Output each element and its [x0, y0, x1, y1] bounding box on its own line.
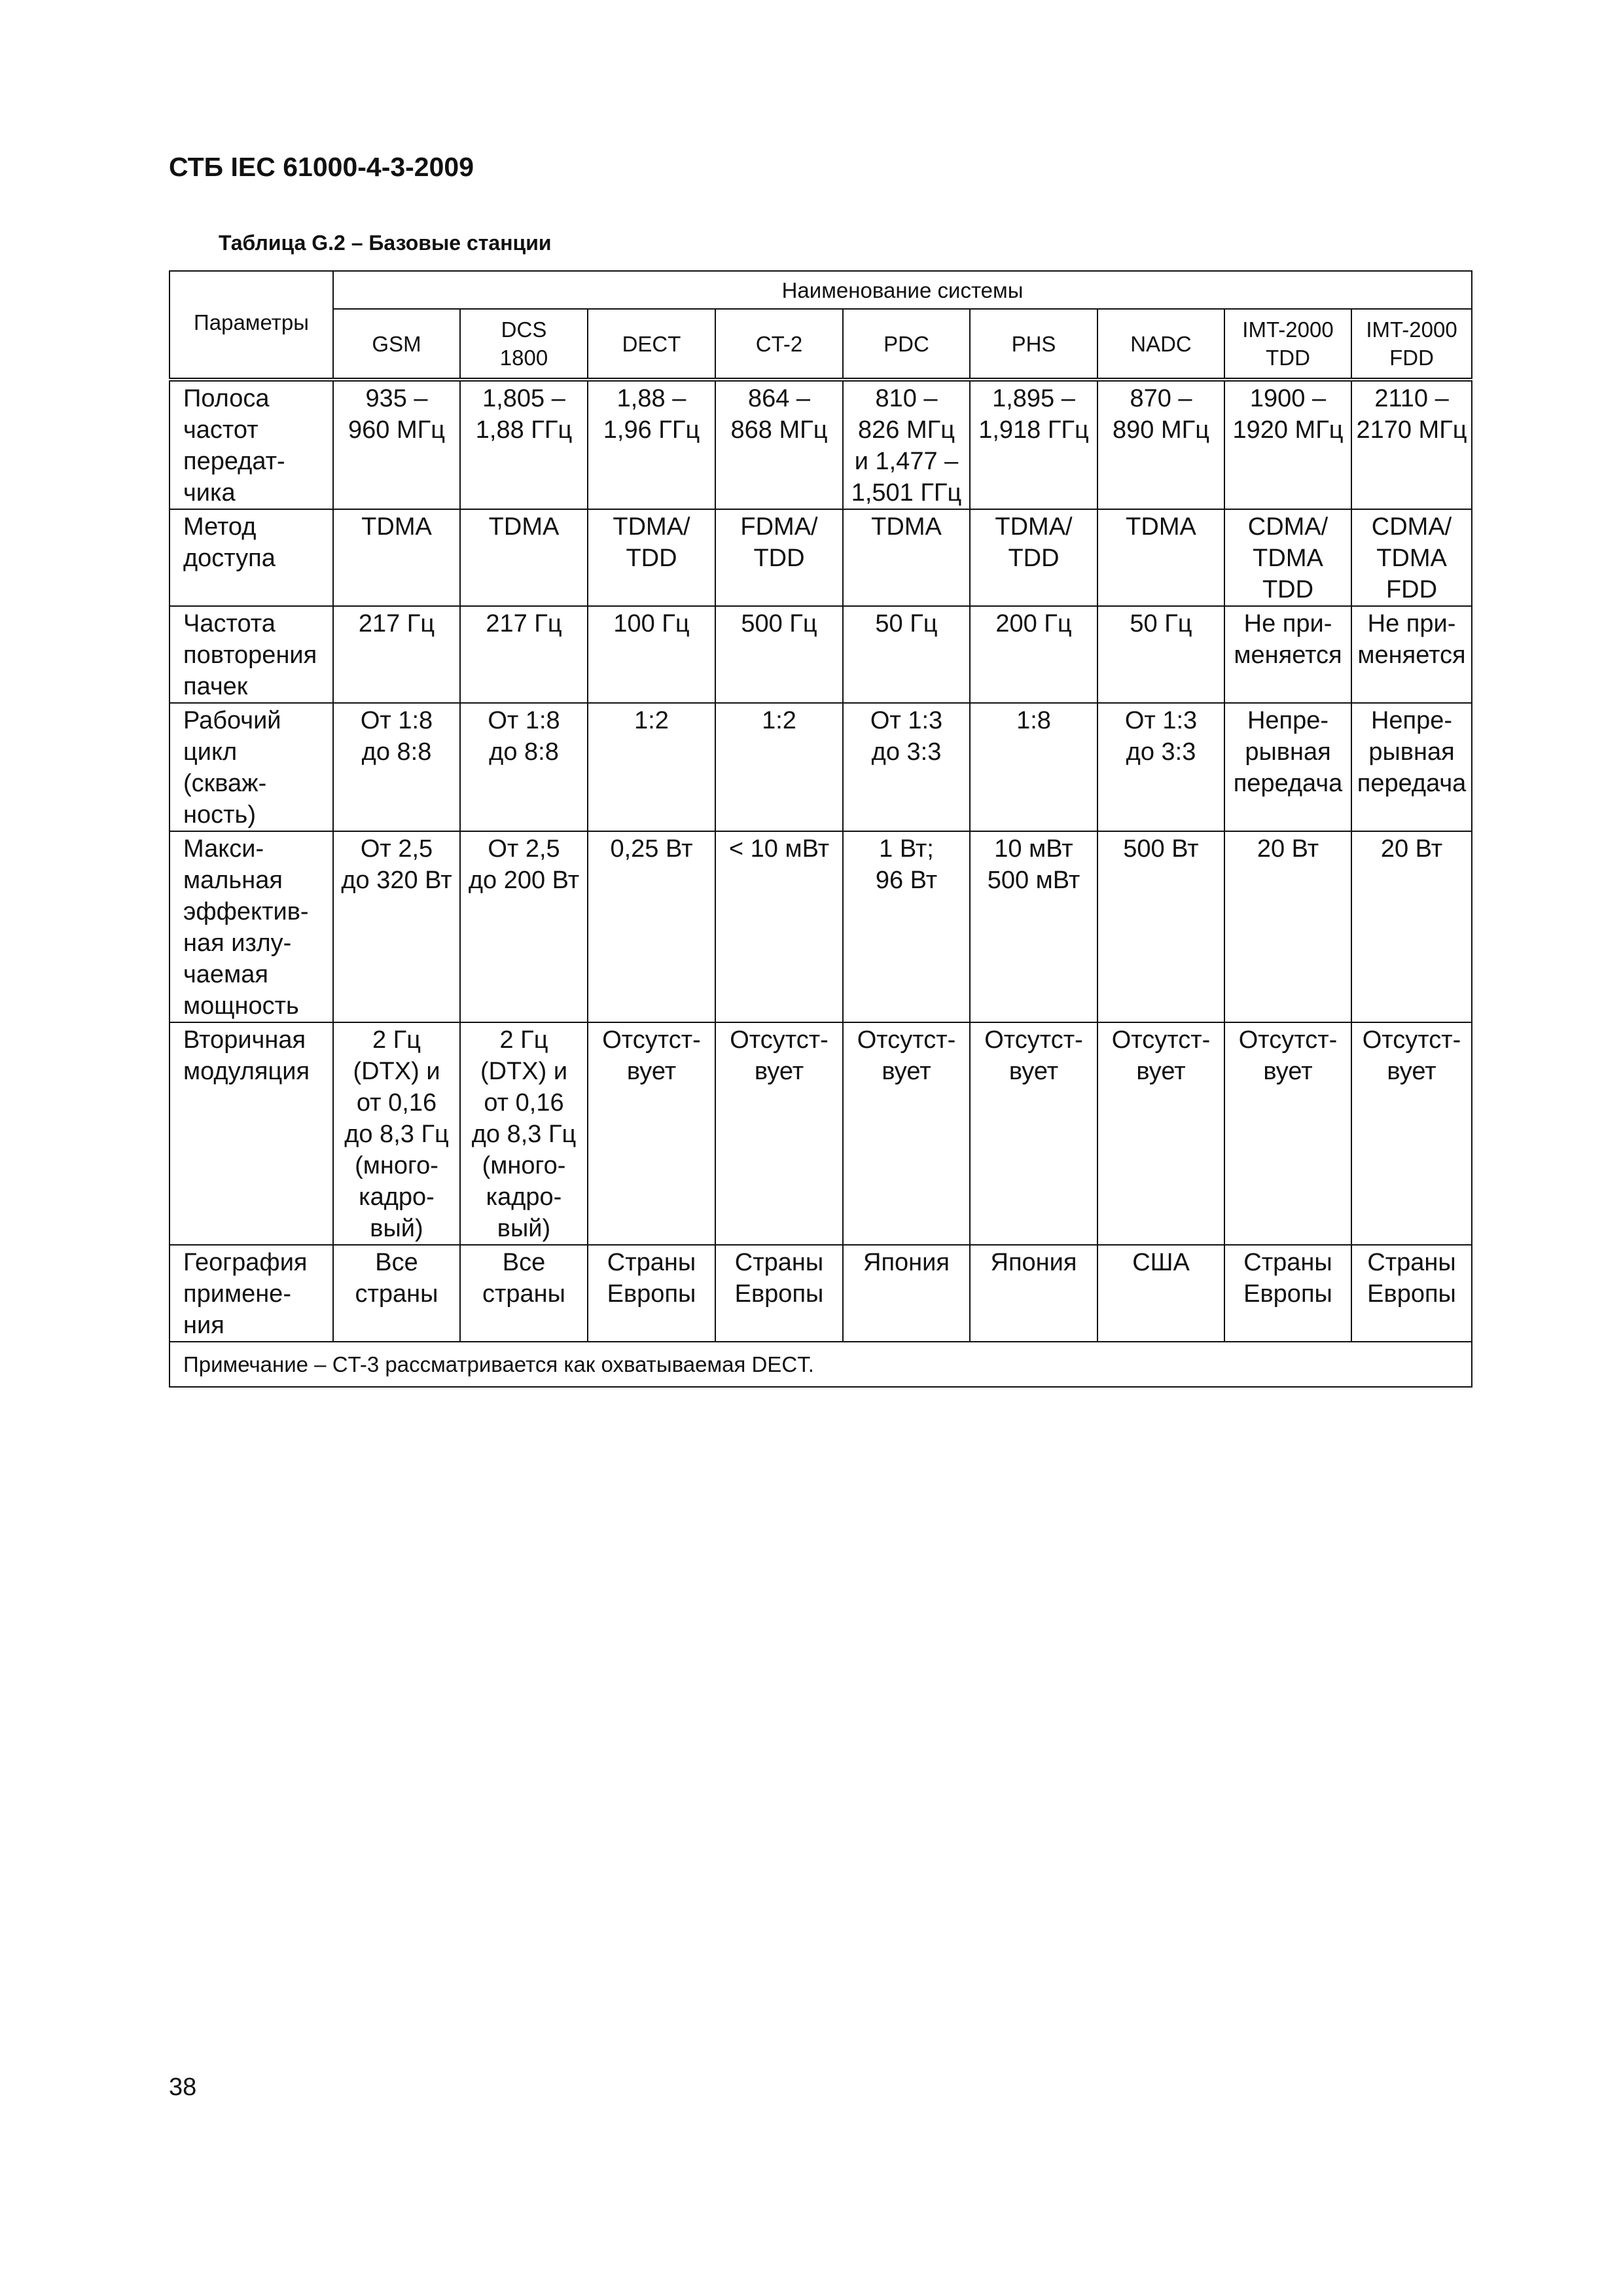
- table-row: [169, 1245, 1472, 1342]
- value-cell: 2110 – 2170 МГц: [1351, 380, 1472, 509]
- system-header: CT-2: [715, 309, 843, 380]
- value-cell: 500 Вт: [1097, 831, 1224, 1022]
- value-cell: TDMA/ TDD: [970, 509, 1097, 606]
- value-cell: 1,895 – 1,918 ГГц: [970, 380, 1097, 509]
- value-cell: Страны Европы: [1224, 1245, 1351, 1342]
- table-row: [169, 1022, 1472, 1245]
- system-header: IMT-2000 FDD: [1351, 309, 1472, 380]
- value-cell: 1:8: [970, 703, 1097, 831]
- value-cell: 1:2: [588, 703, 715, 831]
- value-cell: Непре- рывная передача: [1224, 703, 1351, 831]
- value-cell: 10 мВт 500 мВт: [970, 831, 1097, 1022]
- value-cell: Страны Европы: [588, 1245, 715, 1342]
- value-cell: Непре- рывная передача: [1351, 703, 1472, 831]
- value-cell: Отсутст- вует: [843, 1022, 970, 1245]
- system-header: DCS 1800: [460, 309, 588, 380]
- table-note: Примечание – CT-3 рассматривается как охватываемая DECT.: [169, 1342, 1472, 1387]
- value-cell: От 1:3 до 3:3: [1097, 703, 1224, 831]
- value-cell: От 1:3 до 3:3: [843, 703, 970, 831]
- value-cell: 1,88 – 1,96 ГГц: [588, 380, 715, 509]
- value-cell: 217 Гц: [460, 606, 588, 703]
- value-cell: США: [1097, 1245, 1224, 1342]
- value-cell: TDMA/ TDD: [588, 509, 715, 606]
- value-cell: 200 Гц: [970, 606, 1097, 703]
- value-cell: 1:2: [715, 703, 843, 831]
- table-row: [169, 703, 1472, 831]
- value-cell: От 2,5 до 200 Вт: [460, 831, 588, 1022]
- value-cell: Не при- меняется: [1351, 606, 1472, 703]
- value-cell: 1 Вт; 96 Вт: [843, 831, 970, 1022]
- table-row: [169, 831, 1472, 1022]
- system-header: DECT: [588, 309, 715, 380]
- value-cell: 810 – 826 МГц и 1,477 – 1,501 ГГц: [843, 380, 970, 509]
- value-cell: 50 Гц: [843, 606, 970, 703]
- value-cell: Япония: [970, 1245, 1097, 1342]
- value-cell: 1900 – 1920 МГц: [1224, 380, 1351, 509]
- system-header: GSM: [333, 309, 460, 380]
- value-cell: TDMA: [333, 509, 460, 606]
- base-stations-table: [169, 270, 1472, 1388]
- value-cell: Отсутст- вует: [715, 1022, 843, 1245]
- value-cell: 100 Гц: [588, 606, 715, 703]
- system-header: IMT-2000 TDD: [1224, 309, 1351, 380]
- value-cell: От 2,5 до 320 Вт: [333, 831, 460, 1022]
- note-row: [169, 1342, 1472, 1387]
- table-caption: Таблица G.2 – Базовые станции: [219, 231, 552, 255]
- value-cell: 20 Вт: [1351, 831, 1472, 1022]
- system-header: PDC: [843, 309, 970, 380]
- value-cell: Отсутст- вует: [1097, 1022, 1224, 1245]
- page-number: 38: [169, 2073, 197, 2101]
- value-cell: 500 Гц: [715, 606, 843, 703]
- parameter-cell: География примене- ния: [169, 1245, 333, 1342]
- value-cell: 2 Гц (DTX) и от 0,16 до 8,3 Гц (много- кадро- вый): [460, 1022, 588, 1245]
- value-cell: Все страны: [460, 1245, 588, 1342]
- value-cell: 1,805 – 1,88 ГГц: [460, 380, 588, 509]
- value-cell: TDMA: [460, 509, 588, 606]
- system-header: NADC: [1097, 309, 1224, 380]
- value-cell: От 1:8 до 8:8: [460, 703, 588, 831]
- value-cell: Отсутст- вует: [970, 1022, 1097, 1245]
- parameter-cell: Макси- мальная эффектив- ная излу- чаемая мощность: [169, 831, 333, 1022]
- value-cell: TDMA: [1097, 509, 1224, 606]
- value-cell: CDMA/ TDMA TDD: [1224, 509, 1351, 606]
- value-cell: Отсутст- вует: [588, 1022, 715, 1245]
- value-cell: Отсутст- вует: [1224, 1022, 1351, 1245]
- table-row: [169, 380, 1472, 509]
- value-cell: Не при- меняется: [1224, 606, 1351, 703]
- value-cell: 0,25 Вт: [588, 831, 715, 1022]
- parameter-cell: Вторичная модуляция: [169, 1022, 333, 1245]
- value-cell: < 10 мВт: [715, 831, 843, 1022]
- value-cell: 50 Гц: [1097, 606, 1224, 703]
- system-header: PHS: [970, 309, 1097, 380]
- document-header: СТБ IEC 61000-4-3-2009: [169, 152, 474, 182]
- value-cell: Страны Европы: [715, 1245, 843, 1342]
- value-cell: От 1:8 до 8:8: [333, 703, 460, 831]
- value-cell: 217 Гц: [333, 606, 460, 703]
- value-cell: Япония: [843, 1245, 970, 1342]
- value-cell: FDMA/ TDD: [715, 509, 843, 606]
- table-row: [169, 606, 1472, 703]
- parameter-cell: Метод доступа: [169, 509, 333, 606]
- value-cell: Страны Европы: [1351, 1245, 1472, 1342]
- value-cell: CDMA/ TDMA FDD: [1351, 509, 1472, 606]
- parameter-cell: Рабочий цикл (скваж- ность): [169, 703, 333, 831]
- table-row: [169, 509, 1472, 606]
- value-cell: Все страны: [333, 1245, 460, 1342]
- system-name-header: Наименование системы: [333, 271, 1472, 309]
- value-cell: 870 – 890 МГц: [1097, 380, 1224, 509]
- value-cell: Отсутст- вует: [1351, 1022, 1472, 1245]
- parameter-cell: Частота повторения пачек: [169, 606, 333, 703]
- value-cell: 20 Вт: [1224, 831, 1351, 1022]
- parameters-header: Параметры: [169, 271, 333, 380]
- parameter-cell: Полоса частот передат- чика: [169, 380, 333, 509]
- value-cell: 935 – 960 МГц: [333, 380, 460, 509]
- value-cell: 2 Гц (DTX) и от 0,16 до 8,3 Гц (много- кадро- вый): [333, 1022, 460, 1245]
- value-cell: 864 – 868 МГц: [715, 380, 843, 509]
- value-cell: TDMA: [843, 509, 970, 606]
